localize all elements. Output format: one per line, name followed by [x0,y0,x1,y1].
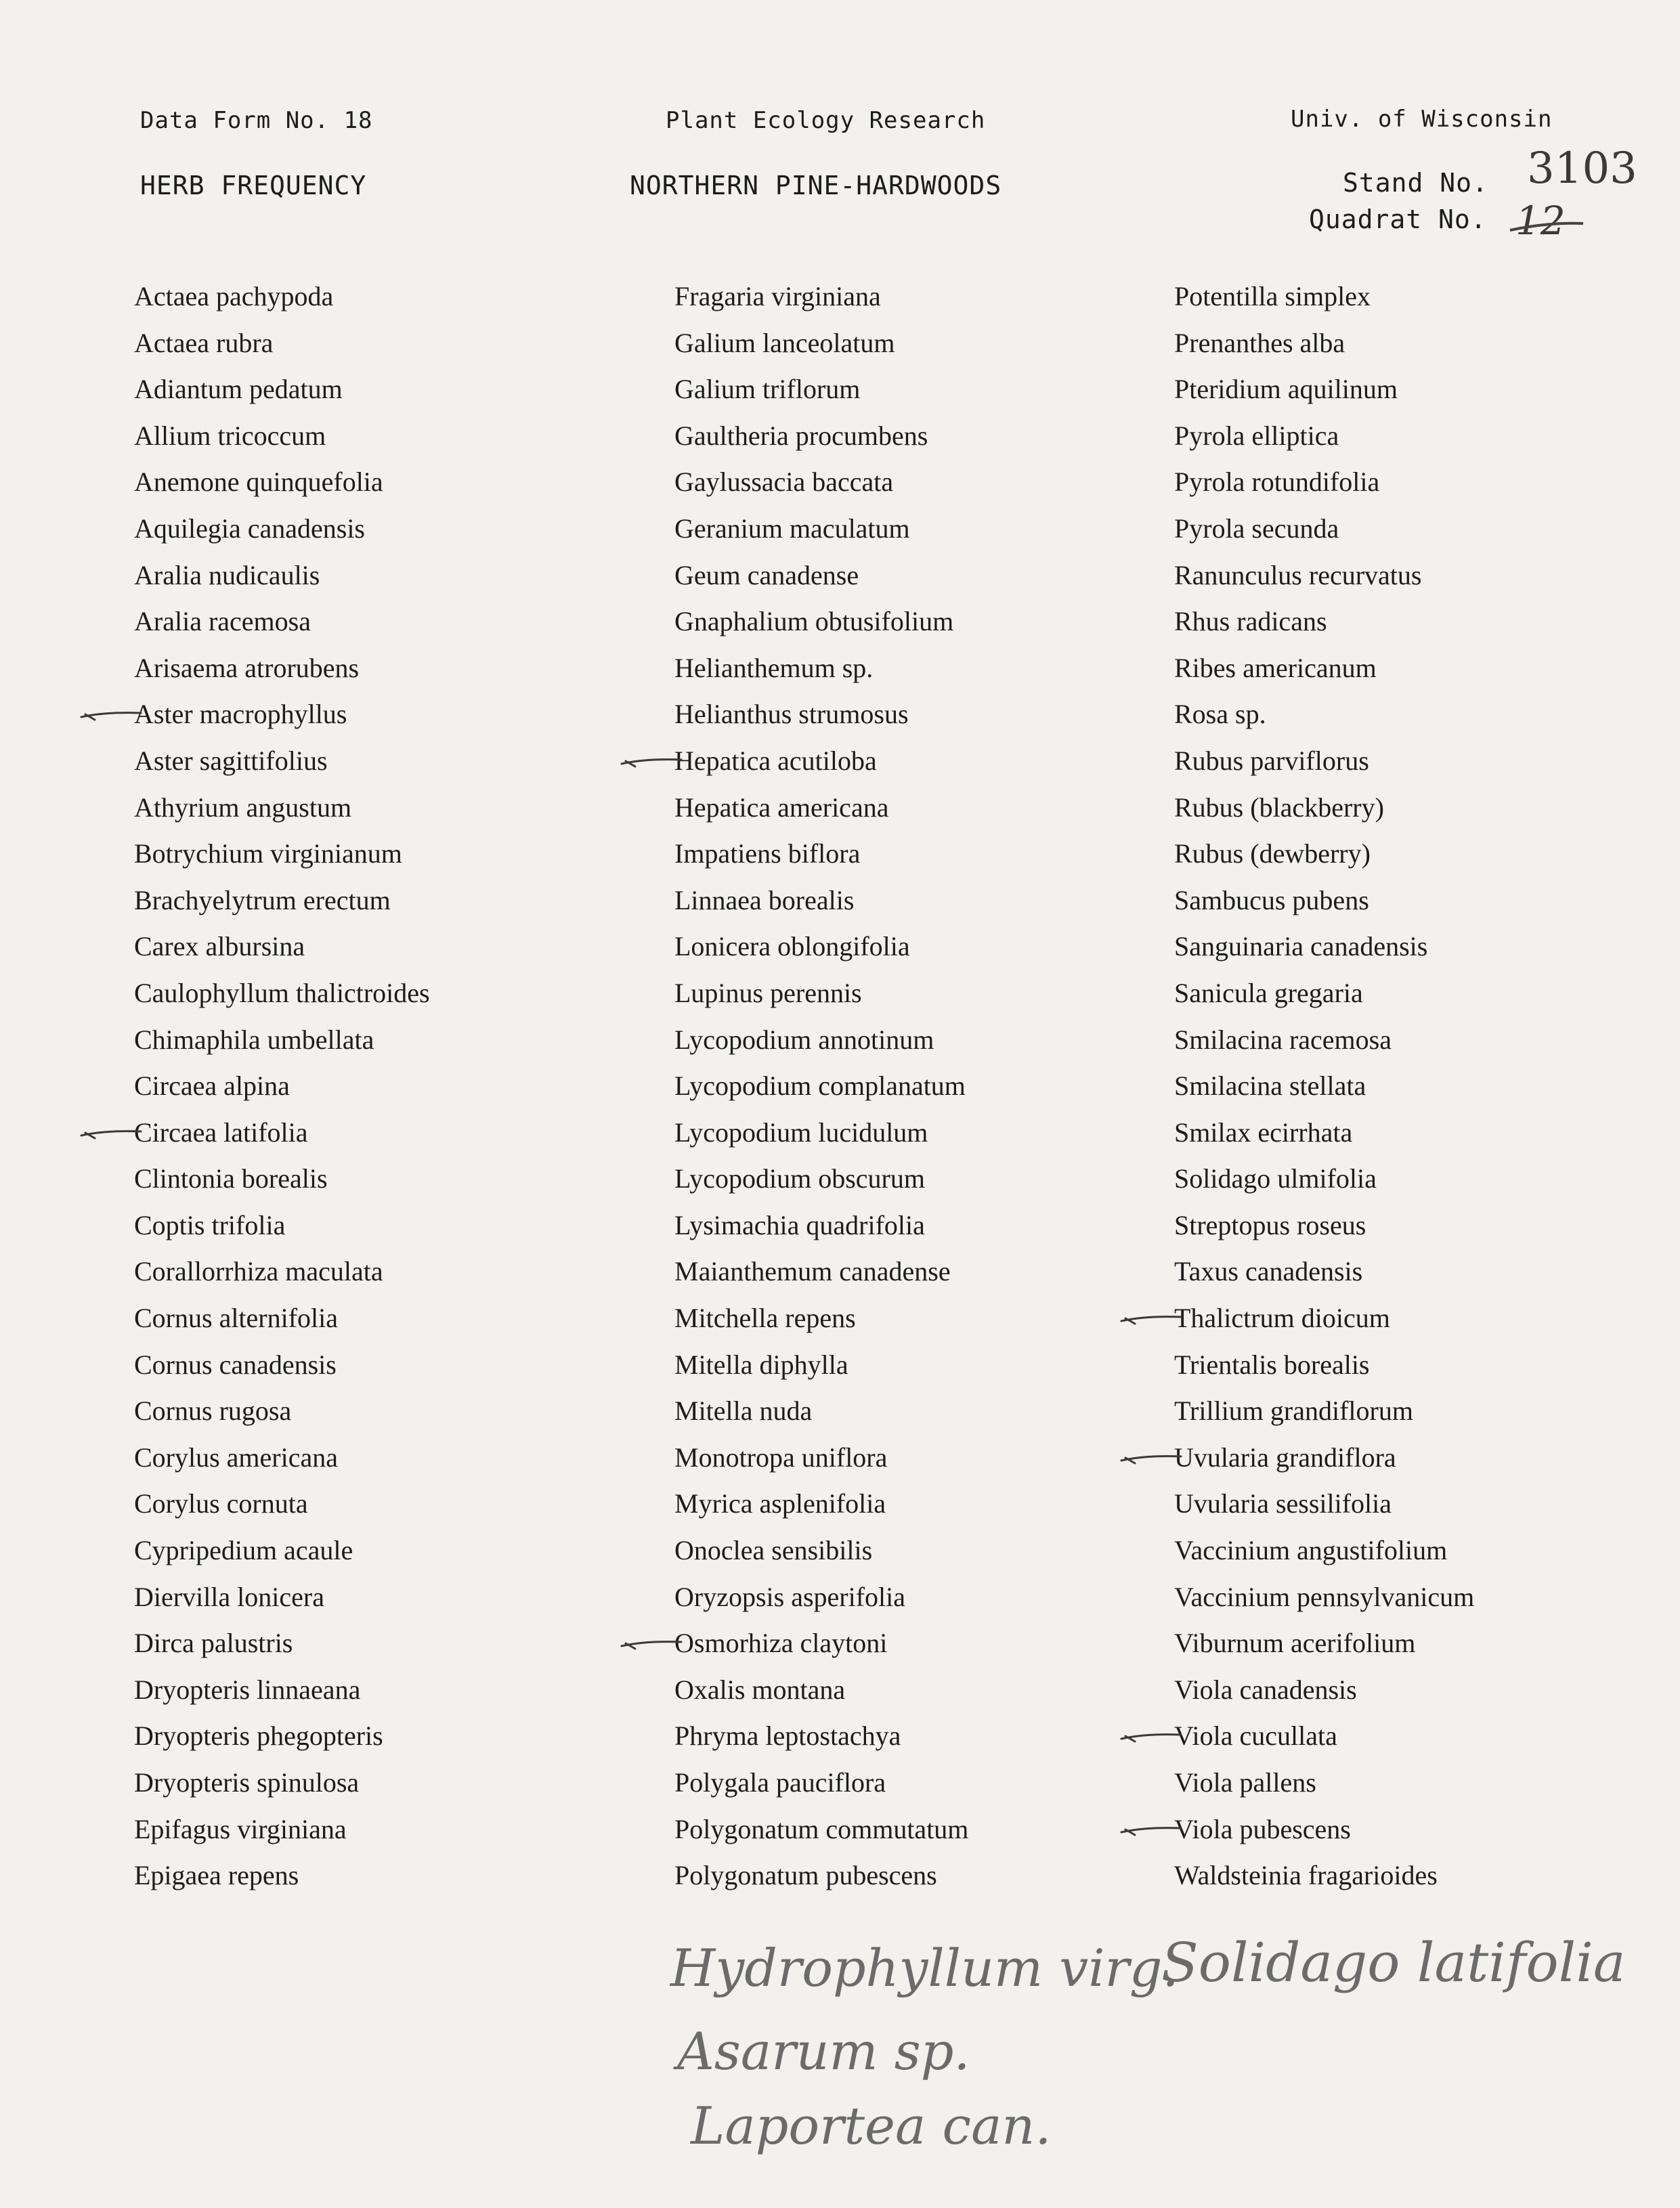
species-entry [674,878,968,924]
species-name: Cornus rugosa [134,1395,292,1427]
species-name: Mitella diphylla [674,1349,848,1380]
species-name: Pyrola rotundifolia [1174,467,1380,498]
species-name: Smilacina stellata [1174,1070,1366,1102]
check-mark-icon [79,697,144,724]
species-entry [1174,738,1474,785]
species-name: Galium triflorum [674,374,861,405]
species-name: Trientalis borealis [1174,1349,1370,1380]
species-name: Actaea rubra [134,327,274,358]
university-label: Univ. of Wisconsin [1291,106,1553,133]
species-entry [674,599,968,645]
species-entry [134,1110,430,1156]
species-entry [134,1295,430,1342]
species-entry [674,1249,968,1295]
species-name: Rubus (dewberry) [1174,838,1371,869]
species-name: Dryopteris spinulosa [134,1767,360,1798]
species-name: Smilacina racemosa [1174,1024,1392,1055]
species-entry [674,1760,968,1806]
species-entry [1174,645,1474,692]
species-name: Carex albursina [134,931,305,962]
species-name: Caulophyllum thalictroides [134,977,430,1008]
organization-label: Plant Ecology Research [666,107,986,134]
species-column-3 [1174,274,1474,1899]
species-name: Corallorrhiza maculata [134,1256,383,1287]
check-mark-icon [619,743,684,771]
species-name: Solidago ulmifolia [1174,1163,1377,1194]
species-name: Polygonatum commutatum [674,1813,969,1844]
species-name: Lycopodium annotinum [674,1024,934,1055]
species-entry [674,1342,968,1389]
species-entry [674,924,968,970]
handwritten-addition: Hydrophyllum virg. [670,1938,1179,1998]
species-name: Viola pallens [1174,1767,1316,1798]
species-entry [134,1063,430,1110]
species-entry [1174,1481,1474,1528]
species-entry [1174,1388,1474,1435]
species-name: Circaea alpina [134,1070,290,1102]
species-entry [134,1853,430,1899]
species-entry [1174,366,1474,413]
species-name: Viola cucullata [1174,1720,1337,1752]
species-name: Trillium grandiflorum [1174,1395,1413,1427]
species-entry [134,1388,430,1435]
species-entry [674,506,968,553]
species-entry [1174,553,1474,599]
handwritten-addition: Laportea can. [691,2096,1052,2156]
species-entry [1174,831,1474,878]
species-entry [134,970,430,1017]
species-entry [134,1620,430,1667]
species-entry [1174,1435,1474,1481]
species-entry [674,1667,968,1714]
species-name: Oxalis montana [674,1674,846,1705]
species-name: Athyrium angustum [134,792,352,823]
species-name: Epigaea repens [134,1860,299,1891]
species-name: Impatiens biflora [674,838,861,869]
species-name: Gnaphalium obtusifolium [674,606,954,637]
handwritten-addition: Solidago latifolia [1161,1931,1626,1994]
stand-number-handwritten: 3103 [1527,144,1637,194]
check-mark-icon [1119,1301,1184,1328]
species-entry [134,459,430,506]
species-entry [1174,1017,1474,1064]
species-entry [134,691,430,738]
species-entry [1174,1760,1474,1806]
species-name: Uvularia grandiflora [1174,1442,1396,1473]
species-name: Prenanthes alba [1174,327,1345,358]
stand-label: Stand No. [1343,168,1488,198]
species-name: Waldsteinia fragarioides [1174,1860,1438,1891]
species-name: Rubus (blackberry) [1174,792,1384,823]
species-name: Taxus canadensis [1174,1256,1363,1287]
species-entry [134,1481,430,1528]
species-entry [674,1203,968,1249]
species-entry [674,553,968,599]
species-name: Onoclea sensibilis [674,1535,873,1566]
species-entry [1174,506,1474,553]
handwritten-addition: Asarum sp. [677,2021,970,2081]
species-name: Geranium maculatum [674,513,910,544]
species-entry [674,1063,968,1110]
species-name: Lycopodium complanatum [674,1070,966,1102]
species-entry [1174,599,1474,645]
species-name: Potentilla simplex [1174,281,1371,311]
species-entry [1174,413,1474,460]
check-mark-icon [1119,1440,1184,1467]
species-entry [134,413,430,460]
species-entry [1174,1342,1474,1389]
species-entry [134,1574,430,1621]
species-entry [134,878,430,924]
species-entry [1174,1667,1474,1714]
species-entry [1174,691,1474,738]
species-name: Phryma leptostachya [674,1720,901,1752]
species-name: Pyrola elliptica [1174,420,1339,451]
species-entry [1174,878,1474,924]
species-name: Linnaea borealis [674,884,855,915]
species-name: Rosa sp. [1174,699,1266,730]
species-entry [134,599,430,645]
check-mark-icon [1119,1812,1184,1839]
quadrat-number-handwritten: 12 [1515,198,1566,244]
species-name: Hepatica americana [674,792,889,823]
species-name: Myrica asplenifolia [674,1488,886,1519]
check-mark-icon [79,1115,144,1142]
species-column-1 [134,274,430,1899]
species-name: Clintonia borealis [134,1163,328,1194]
species-entry [134,366,430,413]
species-entry [674,1713,968,1760]
species-entry [1174,1713,1474,1760]
species-name: Botrychium virginianum [134,838,402,869]
species-name: Fragaria virginiana [674,281,881,311]
species-name: Rhus radicans [1174,606,1327,637]
species-name: Thalictrum dioicum [1174,1303,1390,1334]
species-name: Lycopodium obscurum [674,1163,925,1194]
species-entry [134,320,430,367]
species-entry [134,1249,430,1295]
quadrat-underline-stroke [1507,215,1589,236]
species-entry [1174,1063,1474,1110]
species-name: Viola pubescens [1174,1813,1351,1844]
species-entry [674,1388,968,1435]
species-entry [1174,1806,1474,1853]
species-name: Galium lanceolatum [674,327,895,358]
species-name: Ribes americanum [1174,652,1377,683]
check-mark-icon [1119,1718,1184,1746]
species-name: Hepatica acutiloba [674,745,877,776]
species-name: Mitella nuda [674,1395,813,1427]
form-title: HERB FREQUENCY [140,171,367,200]
species-entry [674,413,968,460]
species-entry [1174,1574,1474,1621]
species-entry [1174,1620,1474,1667]
species-name: Streptopus roseus [1174,1209,1366,1240]
species-name: Arisaema atrorubens [134,652,360,683]
species-entry [1174,1203,1474,1249]
species-entry [134,785,430,831]
species-name: Epifagus virginiana [134,1813,347,1844]
quadrat-label: Quadrat No. [1309,204,1487,234]
species-name: Adiantum pedatum [134,374,343,405]
species-entry [674,691,968,738]
species-name: Gaultheria procumbens [674,420,928,451]
species-entry [134,553,430,599]
community-title: NORTHERN PINE-HARDWOODS [630,171,1002,200]
species-entry [674,459,968,506]
species-entry [134,506,430,553]
species-entry [674,1574,968,1621]
species-name: Circaea latifolia [134,1117,308,1148]
species-name: Anemone quinquefolia [134,467,383,498]
species-entry [674,645,968,692]
species-name: Mitchella repens [674,1303,856,1334]
species-entry [134,924,430,970]
species-entry [1174,320,1474,367]
species-entry [1174,1528,1474,1574]
species-name: Actaea pachypoda [134,281,334,311]
species-name: Helianthus strumosus [674,699,909,730]
species-entry [674,1806,968,1853]
species-name: Corylus americana [134,1442,338,1473]
species-name: Corylus cornuta [134,1488,308,1519]
species-name: Aralia racemosa [134,606,311,637]
species-entry [1174,459,1474,506]
species-entry [134,1713,430,1760]
species-name: Sambucus pubens [1174,884,1369,915]
species-entry [134,274,430,320]
species-name: Helianthemum sp. [674,652,874,683]
species-name: Cypripedium acaule [134,1535,353,1566]
species-entry [674,1481,968,1528]
species-name: Polygala pauciflora [674,1767,886,1798]
species-name: Dirca palustris [134,1628,293,1659]
species-name: Aralia nudicaulis [134,559,320,590]
species-name: Gaylussacia baccata [674,467,894,498]
species-entry [1174,924,1474,970]
species-name: Dryopteris phegopteris [134,1720,383,1752]
species-name: Coptis trifolia [134,1209,286,1240]
species-entry [674,1017,968,1064]
species-entry [674,366,968,413]
species-name: Polygonatum pubescens [674,1860,937,1891]
species-entry [674,831,968,878]
species-name: Aster macrophyllus [134,699,347,730]
species-name: Sanguinaria canadensis [1174,931,1428,962]
species-entry [1174,1110,1474,1156]
species-entry [674,1620,968,1667]
species-name: Uvularia sessilifolia [1174,1488,1392,1519]
species-entry [134,1435,430,1481]
species-name: Lonicera oblongifolia [674,931,910,962]
species-name: Pyrola secunda [1174,513,1339,544]
species-name: Sanicula gregaria [1174,977,1363,1008]
species-name: Chimaphila umbellata [134,1024,374,1055]
species-entry [134,1203,430,1249]
species-entry [674,1435,968,1481]
species-entry [134,1528,430,1574]
species-column-2 [674,274,968,1899]
species-entry [134,1806,430,1853]
species-name: Geum canadense [674,559,859,590]
species-name: Lycopodium lucidulum [674,1117,928,1148]
species-entry [134,1156,430,1203]
species-entry [134,1667,430,1714]
species-name: Monotropa uniflora [674,1442,888,1473]
species-name: Smilax ecirrhata [1174,1117,1353,1148]
species-entry [1174,274,1474,320]
species-name: Vaccinium pennsylvanicum [1174,1581,1475,1612]
species-entry [1174,1295,1474,1342]
species-name: Lysimachia quadrifolia [674,1209,925,1240]
species-name: Lupinus perennis [674,977,862,1008]
species-name: Rubus parviflorus [1174,745,1369,776]
species-name: Osmorhiza claytoni [674,1628,888,1659]
species-entry [674,1853,968,1899]
species-name: Brachyelytrum erectum [134,884,391,915]
species-entry [674,785,968,831]
species-entry [134,1760,430,1806]
species-entry [674,274,968,320]
species-entry [1174,1249,1474,1295]
species-entry [134,831,430,878]
species-entry [674,1528,968,1574]
species-name: Diervilla lonicera [134,1581,324,1612]
species-entry [1174,1156,1474,1203]
species-entry [1174,785,1474,831]
species-entry [134,1342,430,1389]
check-mark-icon [619,1626,684,1653]
species-name: Pteridium aquilinum [1174,374,1398,405]
species-entry [674,738,968,785]
species-entry [134,645,430,692]
species-name: Allium tricoccum [134,420,326,451]
species-name: Maianthemum canadense [674,1256,951,1287]
species-name: Aquilegia canadensis [134,513,365,544]
species-entry [1174,1853,1474,1899]
species-entry [674,320,968,367]
species-name: Cornus canadensis [134,1349,337,1380]
species-name: Dryopteris linnaeana [134,1674,361,1705]
species-name: Vaccinium angustifolium [1174,1535,1448,1566]
species-entry [674,970,968,1017]
species-entry [674,1295,968,1342]
species-name: Aster sagittifolius [134,745,328,776]
species-entry [1174,970,1474,1017]
species-name: Viola canadensis [1174,1674,1357,1705]
species-entry [674,1156,968,1203]
species-entry [134,738,430,785]
species-name: Viburnum acerifolium [1174,1628,1416,1659]
species-name: Oryzopsis asperifolia [674,1581,906,1612]
form-number-label: Data Form No. 18 [140,107,373,134]
species-name: Ranunculus recurvatus [1174,559,1422,590]
species-entry [674,1110,968,1156]
species-entry [134,1017,430,1064]
species-name: Cornus alternifolia [134,1303,339,1334]
